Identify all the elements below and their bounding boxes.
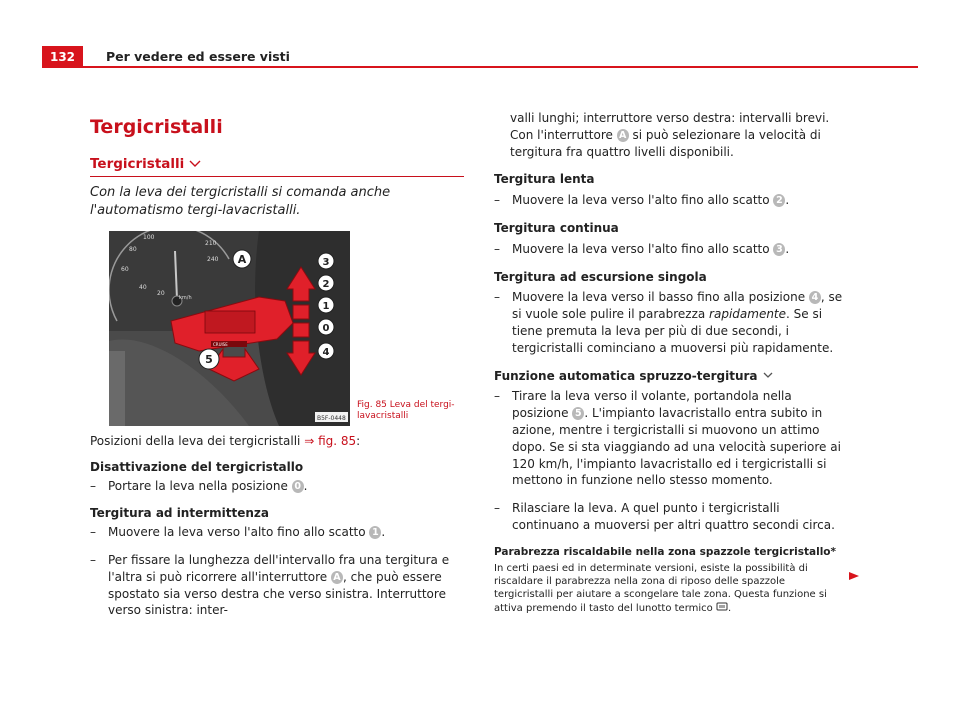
chapter-title: Per vedere ed essere visti	[106, 49, 290, 64]
speedo-tick-label: 20	[157, 290, 165, 297]
figure-label-a	[233, 250, 251, 268]
step-tail: .	[303, 478, 308, 493]
speedo-tick-label: 100	[143, 234, 155, 241]
emphasis-text: rapidamente	[709, 307, 787, 322]
step-intermittenza-2	[90, 552, 460, 619]
step-singola	[494, 289, 846, 356]
figure-label-2	[318, 275, 334, 291]
position-step	[293, 305, 309, 319]
step-spruzzo-1	[494, 388, 846, 489]
figure-reference-link[interactable]: ⇒ fig. 85	[304, 434, 357, 448]
switch-marker: A	[617, 129, 629, 142]
position-step	[293, 323, 309, 337]
step-continua	[494, 241, 846, 258]
continue-arrow-icon	[848, 571, 860, 581]
position-marker: 5	[572, 407, 584, 420]
continued-text-b: si può selezionare la velocità di tergitura fra quattro livelli disponibili.	[510, 127, 821, 159]
continued-text	[494, 110, 846, 160]
figure-label-1-text: 1	[322, 301, 330, 312]
rear-window-heater-icon	[716, 602, 728, 612]
position-marker: 4	[809, 291, 821, 304]
position-marker: 2	[773, 194, 785, 207]
position-marker: 3	[773, 243, 785, 256]
subsection-rule	[90, 176, 464, 177]
stalk-label: CRUISE	[213, 342, 228, 347]
wiper-stalk-illustration	[109, 231, 350, 426]
chevron-down-icon	[762, 371, 774, 380]
step-text-cont: , che può essere spostato sia verso destra che verso sinistra. Interruttore verso sinistra: inter-	[108, 569, 446, 618]
step-text: Muovere la leva verso il basso fino alla posizione	[512, 290, 809, 305]
riscaldabile-text: In certi paesi ed in determinate versioni, esiste la possibilità di riscaldare il parabrezza nella zona di riposo delle spazzole tergicristalli per aiutare a scongelare tale zona. Questa funzione si attiva premendo il tasto del lunotto termico .	[494, 562, 827, 614]
heading-intermittenza: Tergitura ad intermittenza	[90, 506, 269, 521]
step-text: Tirare la leva verso il volante, portandola nella posizione	[512, 389, 792, 421]
step-text: Per fissare la lunghezza dell'intervallo fra una tergitura e l'altra si può ricorrere all'interruttore	[108, 552, 450, 584]
speedo-tick-label: 40	[139, 284, 147, 291]
step-text-cont: . L'impianto lavacristallo entra subito in azione, mentre i tergicristalli si muovono un attimo dopo. Se si sta viaggiando ad una velocità superiore ai 120 km/h, l'impianto lavacristallo ed i tergicristalli si mettono in funzione nello stesso momento.	[512, 406, 841, 488]
subsection-title: Tergicristalli	[90, 156, 185, 172]
position-marker: 1	[369, 526, 381, 539]
figure-label-1	[318, 297, 334, 313]
step-tail: .	[785, 193, 790, 208]
chevron-down-icon	[188, 159, 202, 169]
heading-spruzzo	[494, 368, 846, 385]
step-disattivazione	[90, 478, 460, 495]
position-marker: 0	[292, 480, 304, 493]
figure-label-3-text: 3	[322, 257, 330, 268]
step-intermittenza-1	[90, 524, 460, 541]
step-text: Muovere la leva verso l'alto fino allo scatto	[512, 193, 774, 208]
heading-riscaldabile: Parabrezza riscaldabile nella zona spazzole tergicristallo*	[494, 545, 837, 558]
figure-label-5	[199, 349, 219, 369]
lead-tail: :	[356, 434, 361, 448]
step-text: Portare la leva nella posizione	[108, 478, 292, 493]
wiper-stalk-figure	[109, 231, 350, 426]
step-text-end: . Se si tiene premuta la leva per più di due secondi, i tergicristalli cominciano a muoversi più rapidamente.	[512, 307, 834, 355]
step-spruzzo-2: – Rilasciare la leva. A quel punto i tergicristalli continuano a muoversi per altri quattro secondi circa.	[494, 500, 846, 534]
heading-singola: Tergitura ad escursione singola	[494, 269, 707, 284]
lead-text: Posizioni della leva dei tergicristalli	[90, 434, 305, 448]
switch-marker: A	[331, 571, 343, 584]
left-column	[90, 433, 460, 619]
header-rule	[42, 66, 918, 68]
step-text-cont: , se si vuole sole pulire il parabrezza	[512, 290, 843, 322]
section-title: Tergicristalli	[90, 116, 223, 138]
speedo-tick-label: 60	[121, 266, 129, 273]
riscaldabile-body: In certi paesi ed in determinate versioni, esiste la possibilità di riscaldare il parabrezza nella zona di riposo delle spazzole tergicristalli per aiutare a scongelare tale zona. Questa funzione si attiva premendo il tasto del lunotto termico	[494, 562, 827, 614]
step-lenta	[494, 192, 846, 209]
speedo-tick-label: 80	[129, 246, 137, 253]
figure-label-a-text: A	[237, 253, 247, 266]
page-number: 132	[42, 46, 83, 68]
heading-disattivazione: Disattivazione del tergicristallo	[90, 459, 304, 474]
step-text: Muovere la leva verso l'alto fino allo scatto	[108, 525, 370, 540]
right-column	[494, 110, 846, 615]
intro-text: Con la leva dei tergicristalli si comanda anche l'automatismo tergi-lavacristalli.	[90, 185, 391, 218]
speedo-tick-label: 240	[207, 256, 219, 263]
figure-label-0	[318, 319, 334, 335]
continued-text-a: valli lunghi; interruttore verso destra: intervalli brevi. Con l'interruttore	[510, 111, 830, 142]
figure-label-4	[318, 343, 334, 359]
subsection-heading	[90, 156, 202, 172]
heading-lenta: Tergitura lenta	[494, 172, 595, 187]
figure-label-4-text: 4	[322, 347, 330, 358]
figure-caption: Fig. 85 Leva del tergi-lavacristalli	[357, 400, 455, 421]
heading-continua: Tergitura continua	[494, 220, 619, 235]
figure-label-0-text: 0	[322, 323, 330, 334]
step-tail: .	[381, 525, 386, 540]
step-tail: .	[785, 241, 790, 256]
speedo-tick-label: 210	[205, 240, 217, 247]
figure-label-5-text: 5	[205, 353, 213, 366]
figure-label-2-text: 2	[322, 279, 330, 290]
figure-code: B5F-0448	[317, 415, 346, 422]
figure-label-3	[318, 253, 334, 269]
step-text: Muovere la leva verso l'alto fino allo scatto	[512, 241, 774, 256]
heading-spruzzo-text: Funzione automatica spruzzo-tergitura	[494, 368, 758, 383]
speedo-unit-label: km/h	[179, 295, 192, 301]
